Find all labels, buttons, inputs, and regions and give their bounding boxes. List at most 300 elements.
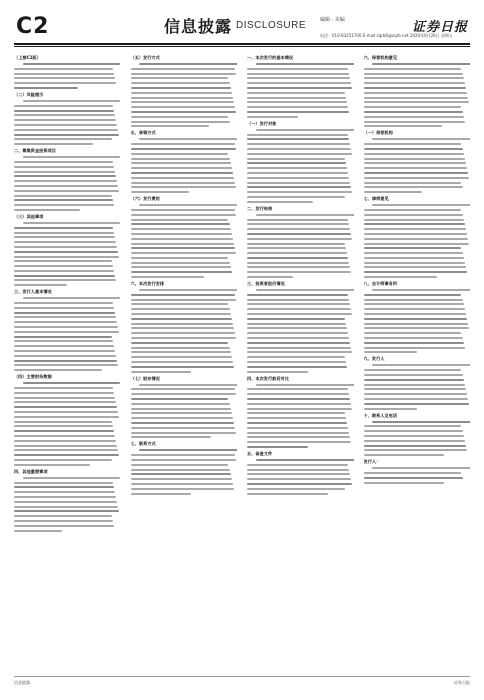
text-line bbox=[14, 68, 113, 70]
text-line bbox=[364, 101, 469, 103]
text-line bbox=[256, 63, 354, 65]
text-line bbox=[14, 449, 118, 451]
text-line bbox=[364, 209, 462, 211]
text-line bbox=[131, 247, 235, 249]
paragraph bbox=[131, 289, 238, 373]
section-title: 信息披露 bbox=[164, 17, 233, 36]
text-line bbox=[131, 393, 236, 395]
text-line bbox=[364, 262, 465, 264]
text-line bbox=[364, 121, 465, 123]
text-line bbox=[372, 138, 470, 140]
text-line bbox=[131, 436, 212, 438]
text-line bbox=[247, 92, 345, 94]
text-line bbox=[247, 303, 350, 305]
text-line bbox=[247, 294, 348, 296]
text-line bbox=[14, 256, 119, 258]
text-line bbox=[139, 384, 237, 386]
text-line bbox=[14, 246, 117, 248]
section-heading: 一、本次发行的基本情况 bbox=[247, 55, 294, 60]
text-line bbox=[14, 110, 114, 112]
paragraph bbox=[247, 63, 354, 118]
text-line bbox=[247, 473, 350, 475]
text-line bbox=[247, 469, 349, 471]
paragraph bbox=[14, 63, 121, 89]
text-line bbox=[14, 482, 113, 484]
text-line bbox=[131, 478, 232, 480]
text-line bbox=[131, 303, 229, 305]
text-line bbox=[247, 271, 351, 273]
text-line bbox=[247, 366, 347, 368]
section-heading: （一）保荐机构 bbox=[363, 130, 393, 136]
text-line bbox=[364, 266, 466, 268]
text-line bbox=[14, 360, 117, 362]
text-line bbox=[131, 294, 235, 296]
text-line bbox=[131, 262, 230, 264]
text-line bbox=[372, 63, 470, 65]
text-line bbox=[14, 515, 112, 517]
text-line bbox=[364, 97, 468, 99]
text-line bbox=[247, 308, 351, 310]
text-line bbox=[14, 440, 116, 442]
paragraph bbox=[131, 384, 238, 439]
text-line bbox=[247, 276, 293, 278]
text-line bbox=[247, 446, 308, 448]
text-line bbox=[14, 204, 114, 206]
text-line bbox=[131, 177, 234, 179]
text-line bbox=[247, 111, 349, 113]
text-line bbox=[14, 175, 116, 177]
text-line bbox=[131, 125, 210, 127]
text-line bbox=[256, 289, 354, 291]
text-line bbox=[131, 488, 234, 490]
text-line bbox=[14, 525, 114, 527]
text-line bbox=[14, 445, 117, 447]
text-line bbox=[14, 459, 112, 461]
text-line bbox=[131, 153, 229, 155]
text-line bbox=[364, 77, 464, 79]
text-line bbox=[14, 180, 117, 182]
paragraph bbox=[14, 477, 121, 532]
text-line bbox=[14, 161, 113, 163]
text-line bbox=[14, 134, 119, 136]
text-line bbox=[364, 92, 467, 94]
text-line bbox=[364, 82, 465, 84]
text-line bbox=[247, 427, 348, 429]
text-line bbox=[364, 347, 465, 349]
text-line bbox=[247, 332, 348, 334]
text-line bbox=[14, 392, 114, 394]
paragraph bbox=[247, 129, 354, 203]
text-line bbox=[139, 204, 237, 206]
text-line bbox=[364, 308, 465, 310]
text-line bbox=[131, 371, 192, 373]
text-line bbox=[131, 266, 231, 268]
text-line bbox=[247, 77, 350, 79]
text-line bbox=[247, 191, 352, 193]
text-line bbox=[247, 493, 328, 495]
text-line bbox=[247, 158, 345, 160]
text-line bbox=[247, 361, 346, 363]
text-line bbox=[14, 284, 67, 286]
text-line bbox=[372, 289, 470, 291]
text-line bbox=[364, 153, 464, 155]
section-heading: 六、保荐机构意见 bbox=[363, 55, 398, 60]
text-line bbox=[364, 430, 463, 432]
text-line bbox=[247, 177, 349, 179]
text-line bbox=[14, 416, 119, 418]
text-line bbox=[364, 73, 463, 75]
paragraph bbox=[14, 156, 121, 211]
text-line bbox=[14, 166, 114, 168]
text-line bbox=[364, 440, 465, 442]
section-heading: 五、备查文件 bbox=[247, 450, 273, 456]
text-line bbox=[131, 214, 236, 216]
text-line bbox=[14, 73, 114, 75]
text-line bbox=[14, 236, 115, 238]
text-line bbox=[131, 347, 230, 349]
text-line bbox=[364, 177, 469, 179]
text-line bbox=[14, 411, 118, 413]
text-line bbox=[131, 116, 229, 118]
text-line bbox=[247, 347, 351, 349]
section-heading: 三、投资者报价情况 bbox=[247, 281, 285, 287]
text-line bbox=[364, 219, 464, 221]
paragraph bbox=[14, 297, 121, 371]
text-line bbox=[131, 464, 229, 466]
text-line bbox=[14, 302, 113, 304]
text-line bbox=[247, 153, 352, 155]
text-line bbox=[372, 364, 470, 366]
text-line bbox=[364, 299, 463, 301]
text-line bbox=[14, 105, 113, 107]
text-line bbox=[14, 510, 119, 512]
text-line bbox=[131, 366, 234, 368]
text-line bbox=[139, 63, 237, 65]
text-line bbox=[131, 182, 235, 184]
text-line bbox=[364, 276, 437, 278]
article-column bbox=[14, 52, 121, 676]
text-line bbox=[14, 279, 116, 281]
text-line bbox=[247, 262, 349, 264]
text-line bbox=[131, 422, 234, 424]
paragraph bbox=[14, 382, 121, 466]
text-line bbox=[14, 454, 119, 456]
text-line bbox=[364, 233, 467, 235]
text-line bbox=[131, 417, 233, 419]
text-line bbox=[14, 406, 117, 408]
text-line bbox=[14, 345, 114, 347]
text-line bbox=[364, 369, 462, 371]
text-line bbox=[364, 408, 417, 410]
text-line bbox=[247, 318, 345, 320]
text-line bbox=[131, 403, 230, 405]
text-line bbox=[364, 182, 462, 184]
section-heading: 发行人： bbox=[363, 459, 381, 465]
article-column bbox=[131, 52, 238, 676]
section-heading: （上接C1版） bbox=[14, 55, 41, 60]
text-line bbox=[247, 313, 352, 315]
text-line bbox=[247, 101, 347, 103]
text-line bbox=[14, 506, 118, 508]
text-line bbox=[364, 388, 466, 390]
text-line bbox=[14, 199, 113, 201]
text-line bbox=[14, 364, 118, 366]
section-heading: （三）其他事项 bbox=[14, 213, 44, 219]
section-heading: 五、承销方式 bbox=[130, 130, 156, 136]
text-line bbox=[247, 68, 348, 70]
text-line bbox=[131, 167, 232, 169]
text-line bbox=[364, 148, 463, 150]
text-line bbox=[247, 172, 348, 174]
text-line bbox=[131, 162, 231, 164]
text-line bbox=[14, 340, 113, 342]
text-line bbox=[247, 403, 351, 405]
text-line bbox=[364, 106, 462, 108]
text-line bbox=[364, 247, 462, 249]
paragraph bbox=[131, 449, 238, 494]
section-heading: 四、其他重要事项 bbox=[14, 468, 48, 474]
text-line bbox=[247, 186, 351, 188]
text-line bbox=[131, 106, 235, 108]
text-line bbox=[247, 148, 351, 150]
text-line bbox=[131, 233, 232, 235]
text-line bbox=[14, 530, 62, 532]
text-line bbox=[364, 327, 469, 329]
text-line bbox=[131, 318, 232, 320]
text-line bbox=[364, 158, 465, 160]
text-line bbox=[247, 323, 346, 325]
text-line bbox=[247, 464, 348, 466]
text-line bbox=[131, 257, 229, 259]
text-line bbox=[372, 421, 470, 423]
text-line bbox=[364, 252, 463, 254]
text-line bbox=[256, 384, 354, 386]
section-heading: （四）主要财务数据 bbox=[14, 374, 52, 380]
text-line bbox=[247, 388, 348, 390]
text-line bbox=[14, 355, 116, 357]
text-line bbox=[14, 209, 80, 211]
text-line bbox=[364, 257, 464, 259]
text-line bbox=[364, 482, 445, 484]
footer-right: 证券日报 bbox=[454, 680, 470, 685]
text-line bbox=[23, 222, 121, 224]
text-line bbox=[131, 92, 232, 94]
text-line bbox=[14, 336, 112, 338]
text-line bbox=[131, 243, 234, 245]
text-line bbox=[364, 398, 468, 400]
text-line bbox=[364, 238, 468, 240]
text-line bbox=[247, 252, 347, 254]
section-heading: 十、联系人及电话 bbox=[363, 412, 398, 418]
text-line bbox=[131, 219, 229, 221]
text-line bbox=[247, 408, 352, 410]
text-line bbox=[14, 501, 117, 503]
text-line bbox=[14, 520, 113, 522]
text-line bbox=[247, 299, 349, 301]
paragraph bbox=[247, 214, 354, 278]
text-line bbox=[131, 111, 236, 113]
text-line bbox=[364, 477, 463, 479]
text-line bbox=[14, 491, 115, 493]
text-line bbox=[14, 331, 119, 333]
text-line bbox=[364, 271, 467, 273]
paragraph bbox=[131, 138, 238, 193]
text-line bbox=[14, 260, 112, 262]
text-line bbox=[14, 421, 112, 423]
text-line bbox=[14, 387, 113, 389]
paragraph bbox=[14, 100, 121, 145]
text-line bbox=[247, 167, 347, 169]
text-line bbox=[139, 138, 237, 140]
paragraph bbox=[364, 467, 471, 483]
text-line bbox=[247, 134, 348, 136]
section-heading: 九、发行人 bbox=[363, 356, 385, 362]
text-line bbox=[14, 270, 114, 272]
text-line bbox=[131, 454, 235, 456]
text-line bbox=[364, 186, 463, 188]
text-line bbox=[131, 77, 229, 79]
text-line bbox=[247, 238, 352, 240]
text-line bbox=[247, 327, 347, 329]
text-line bbox=[131, 209, 235, 211]
text-line bbox=[364, 68, 462, 70]
text-line bbox=[14, 275, 115, 277]
text-line bbox=[139, 289, 237, 291]
paragraph bbox=[14, 222, 121, 286]
paragraph bbox=[364, 364, 471, 409]
section-subtitle: DISCLOSURE bbox=[236, 20, 307, 31]
article-columns bbox=[14, 52, 470, 676]
text-line bbox=[247, 223, 349, 225]
newspaper-logo: 证券日报 bbox=[411, 20, 468, 35]
text-line bbox=[364, 425, 462, 427]
header-rule-thin bbox=[14, 46, 470, 47]
text-line bbox=[364, 191, 423, 193]
text-line bbox=[247, 266, 350, 268]
text-line bbox=[139, 449, 237, 451]
text-line bbox=[23, 100, 121, 102]
paragraph bbox=[131, 204, 238, 278]
text-line bbox=[131, 308, 230, 310]
text-line bbox=[364, 332, 462, 334]
text-line bbox=[256, 459, 354, 461]
text-line bbox=[131, 97, 233, 99]
text-line bbox=[364, 243, 469, 245]
text-line bbox=[14, 307, 114, 309]
text-line bbox=[247, 417, 346, 419]
text-line bbox=[247, 488, 345, 490]
section-heading: 七、律师意见 bbox=[363, 196, 389, 202]
text-line bbox=[247, 228, 350, 230]
text-line bbox=[247, 356, 345, 358]
text-line bbox=[364, 318, 467, 320]
section-heading: 二、募集资金投资项目 bbox=[14, 148, 56, 154]
text-line bbox=[131, 191, 190, 193]
text-line bbox=[14, 241, 116, 243]
text-line bbox=[364, 116, 464, 118]
text-line bbox=[14, 397, 115, 399]
text-line bbox=[247, 162, 346, 164]
section-heading: （五）发行方式 bbox=[130, 55, 160, 60]
text-line bbox=[247, 143, 350, 145]
text-line bbox=[14, 124, 117, 126]
text-line bbox=[364, 449, 467, 451]
text-line bbox=[14, 87, 78, 89]
text-line bbox=[131, 332, 235, 334]
text-line bbox=[14, 77, 115, 79]
text-line bbox=[247, 201, 313, 203]
text-line bbox=[131, 398, 229, 400]
text-line bbox=[14, 114, 115, 116]
text-line bbox=[131, 388, 235, 390]
text-line bbox=[247, 243, 345, 245]
text-line bbox=[14, 425, 113, 427]
text-line bbox=[23, 477, 121, 479]
text-line bbox=[247, 337, 349, 339]
text-line bbox=[14, 195, 112, 197]
text-line bbox=[364, 435, 464, 437]
text-line bbox=[131, 73, 236, 75]
text-line bbox=[23, 382, 121, 384]
text-line bbox=[364, 379, 464, 381]
text-line bbox=[14, 435, 115, 437]
text-line bbox=[247, 138, 349, 140]
text-line bbox=[364, 294, 462, 296]
article-column bbox=[364, 52, 471, 676]
text-line bbox=[14, 171, 115, 173]
section-heading: 六、本次发行安排 bbox=[130, 281, 165, 287]
text-line bbox=[247, 441, 351, 443]
text-line bbox=[14, 464, 90, 466]
text-line bbox=[131, 143, 235, 145]
text-line bbox=[131, 469, 230, 471]
text-line bbox=[14, 401, 116, 403]
text-line bbox=[131, 87, 231, 89]
text-line bbox=[247, 73, 349, 75]
section-heading: 三、发行人基本情况 bbox=[14, 289, 52, 295]
paragraph bbox=[364, 421, 471, 457]
section-heading: 四、本次发行前后对比 bbox=[247, 375, 289, 381]
paragraph bbox=[364, 138, 471, 193]
text-line bbox=[131, 228, 231, 230]
text-line bbox=[131, 68, 235, 70]
text-line bbox=[247, 371, 308, 373]
section-heading: （二）风险提示 bbox=[14, 91, 44, 97]
text-line bbox=[131, 238, 233, 240]
text-line bbox=[131, 101, 234, 103]
text-line bbox=[364, 125, 443, 127]
text-line bbox=[364, 313, 466, 315]
text-line bbox=[14, 227, 113, 229]
text-line bbox=[14, 232, 114, 234]
text-line bbox=[364, 337, 463, 339]
text-line bbox=[364, 167, 467, 169]
section-heading: （一）发行对象 bbox=[247, 120, 277, 126]
text-line bbox=[131, 276, 204, 278]
text-line bbox=[131, 223, 230, 225]
text-line bbox=[131, 432, 236, 434]
text-line bbox=[364, 374, 463, 376]
text-line bbox=[256, 214, 354, 216]
text-line bbox=[131, 313, 231, 315]
text-line bbox=[14, 129, 118, 131]
text-line bbox=[14, 190, 119, 192]
section-heading: （七）股东情况 bbox=[130, 375, 160, 381]
text-line bbox=[131, 271, 232, 273]
paragraph bbox=[364, 204, 471, 278]
text-line bbox=[247, 398, 350, 400]
header-rule-thick bbox=[14, 43, 470, 45]
